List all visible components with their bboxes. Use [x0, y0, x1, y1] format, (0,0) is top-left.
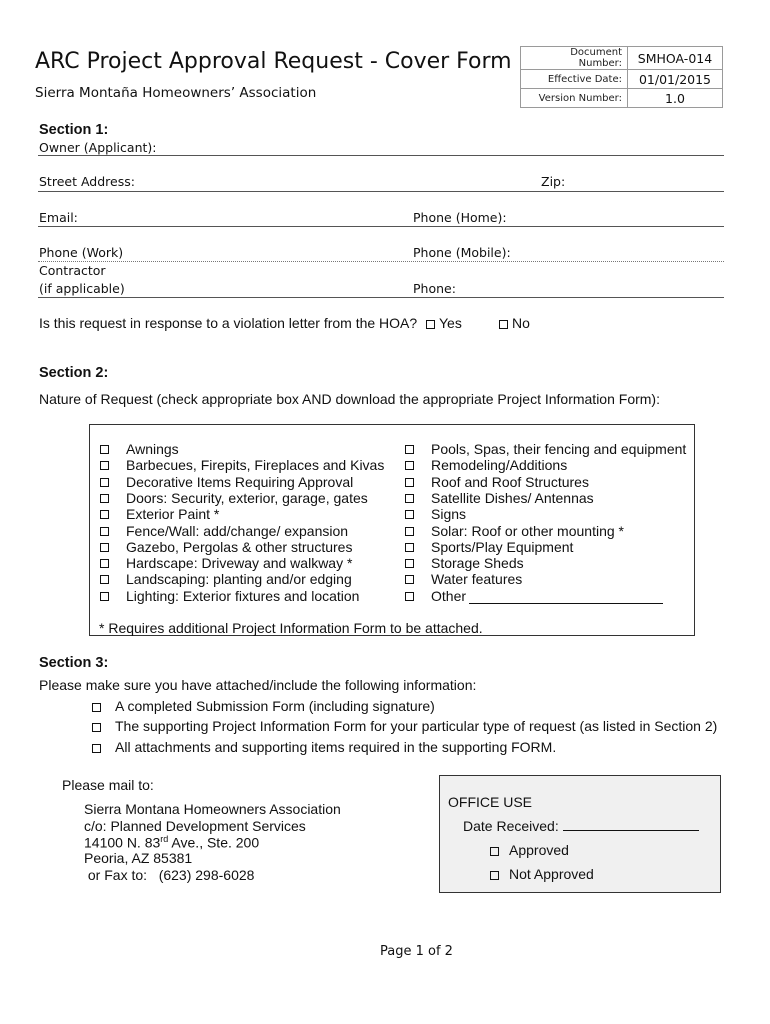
section-3-heading: Section 3: [39, 655, 109, 671]
phone-work-label: Phone (Work) [39, 245, 124, 260]
request-type-checkbox[interactable] [405, 461, 414, 470]
phone-mobile-label: Phone (Mobile): [413, 245, 511, 260]
checklist-item-label: All attachments and supporting items required in the supporting FORM. [115, 739, 557, 755]
request-type-checkbox[interactable] [405, 543, 414, 552]
checklist-item[interactable] [92, 718, 717, 734]
checklist-item[interactable] [92, 698, 435, 714]
violation-yes-option[interactable] [426, 315, 462, 331]
approved-option[interactable] [490, 842, 569, 858]
request-type-checkbox[interactable] [100, 445, 109, 454]
effective-date-label: Effective Date: [521, 70, 628, 89]
mail-address-line-2: c/o: Planned Development Services [84, 818, 306, 834]
request-type-label: Other [431, 587, 467, 604]
request-type-label: Barbecues, Firepits, Fireplaces and Kivas [126, 457, 385, 474]
request-type-checkbox[interactable] [405, 494, 414, 503]
other-specify-field[interactable] [469, 588, 663, 604]
mail-heading: Please mail to: [62, 777, 154, 793]
effective-date-value: 01/01/2015 [628, 70, 723, 89]
checklist-item-label: A completed Submission Form (including signature) [115, 698, 435, 714]
page-title: ARC Project Approval Request - Cover Form [35, 49, 512, 74]
violation-question [39, 315, 417, 331]
request-type-checkbox[interactable] [100, 461, 109, 470]
request-type-label: Doors: Security, exterior, garage, gates [126, 489, 368, 506]
request-type-checkbox[interactable] [100, 494, 109, 503]
office-use-box [439, 775, 721, 893]
request-type-checkbox[interactable] [405, 575, 414, 584]
zip-label: Zip: [541, 174, 566, 189]
request-type-label: Lighting: Exterior fixtures and location [126, 587, 360, 604]
page-number: Page 1 of 2 [380, 944, 453, 959]
request-type-checkbox[interactable] [100, 543, 109, 552]
version-number-value: 1.0 [628, 89, 723, 108]
checklist-item-label: The supporting Project Information Form for your particular type of request (as listed in Section 2) [115, 718, 718, 734]
request-type-label: Storage Sheds [431, 555, 524, 572]
office-use-heading: OFFICE USE [448, 794, 533, 810]
street-rest: Ave., Ste. 200 [168, 834, 260, 851]
date-received-field[interactable] [563, 830, 699, 831]
owner-field-line[interactable] [38, 155, 724, 156]
section-2-heading: Section 2: [39, 365, 109, 381]
no-checkbox[interactable] [499, 320, 508, 329]
section-2-instruction: Nature of Request (check appropriate box AND download the appropriate Project Information Form): [39, 391, 660, 407]
contractor-label: Contractor [39, 263, 106, 278]
mail-address-line-1: Sierra Montana Homeowners Association [84, 801, 341, 817]
request-type-label: Roof and Roof Structures [431, 473, 589, 490]
street-ordinal: rd [160, 834, 169, 844]
date-received-label: Date Received: [463, 818, 559, 834]
footnote: * Requires additional Project Information Form to be attached. [99, 620, 483, 636]
section-3-instruction: Please make sure you have attached/include the following information: [39, 677, 477, 693]
checklist-checkbox[interactable] [92, 723, 101, 732]
mail-address-line-4: Peoria, AZ 85381 [84, 850, 193, 866]
approved-label: Approved [509, 842, 569, 858]
contractor-field-line[interactable] [38, 297, 724, 298]
not-approved-checkbox[interactable] [490, 871, 499, 880]
request-type-checkbox[interactable] [100, 559, 109, 568]
request-type-label: Hardscape: Driveway and walkway * [126, 555, 353, 572]
request-type-checkbox[interactable] [405, 510, 414, 519]
request-type-label: Landscaping: planting and/or edging [126, 571, 352, 588]
request-type-label: Exterior Paint * [126, 506, 220, 523]
request-type-checkbox[interactable] [100, 592, 109, 601]
request-type-label: Signs [431, 506, 467, 523]
request-type-checkbox[interactable] [405, 559, 414, 568]
request-type-checkbox[interactable] [405, 527, 414, 536]
not-approved-option[interactable] [490, 866, 594, 882]
document-number-label: Document Number: [521, 47, 628, 70]
violation-no-option[interactable] [499, 315, 530, 331]
request-type-checkbox[interactable] [100, 575, 109, 584]
request-type-label: Pools, Spas, their fencing and equipment [431, 441, 687, 457]
request-type-label: Solar: Roof or other mounting * [431, 522, 624, 539]
street-address-field-line[interactable] [38, 191, 724, 192]
yes-label: Yes [439, 315, 462, 331]
request-type-checkbox[interactable] [405, 478, 414, 487]
section-1-heading: Section 1: [39, 122, 109, 138]
not-approved-label: Not Approved [509, 866, 594, 882]
phone-home-label: Phone (Home): [413, 210, 507, 225]
request-type-label: Water features [431, 571, 523, 588]
request-type-checkbox[interactable] [100, 510, 109, 519]
organization-name: Sierra Montaña Homeowners’ Association [35, 85, 317, 101]
request-type-checkbox[interactable] [100, 478, 109, 487]
document-meta-table [520, 46, 723, 108]
version-number-label: Version Number: [521, 89, 628, 108]
phone-work-field-line[interactable] [38, 261, 724, 262]
request-type-checkbox[interactable] [405, 592, 414, 601]
request-type-checkbox[interactable] [100, 527, 109, 536]
owner-label: Owner (Applicant): [39, 140, 157, 155]
checklist-item[interactable] [92, 739, 556, 755]
email-label: Email: [39, 210, 78, 225]
no-label: No [512, 315, 530, 331]
request-type-label: Remodeling/Additions [431, 457, 568, 474]
contractor-phone-label: Phone: [413, 281, 456, 296]
mail-address-line-3 [84, 834, 259, 851]
date-received-row [463, 818, 699, 834]
document-number-value: SMHOA-014 [628, 47, 723, 70]
fax-line: or Fax to: (623) 298-6028 [84, 867, 255, 883]
request-type-label: Fence/Wall: add/change/ expansion [126, 522, 349, 539]
street-number: 14100 N. 83 [84, 834, 161, 851]
request-type-label: Decorative Items Requiring Approval [126, 473, 354, 490]
request-type-label: Awnings [126, 441, 179, 457]
yes-checkbox[interactable] [426, 320, 435, 329]
checklist-checkbox[interactable] [92, 703, 101, 712]
street-address-label: Street Address: [39, 174, 135, 189]
checklist-checkbox[interactable] [92, 744, 101, 753]
request-type-label: Satellite Dishes/ Antennas [431, 489, 594, 506]
approved-checkbox[interactable] [490, 847, 499, 856]
contractor-label-note: (if applicable) [39, 281, 125, 296]
request-type-checkbox[interactable] [405, 445, 414, 454]
request-type-label: Gazebo, Pergolas & other structures [126, 538, 353, 555]
request-type-label: Sports/Play Equipment [431, 538, 574, 555]
violation-question-text: Is this request in response to a violation letter from the HOA? [39, 315, 418, 331]
email-field-line[interactable] [38, 226, 724, 227]
